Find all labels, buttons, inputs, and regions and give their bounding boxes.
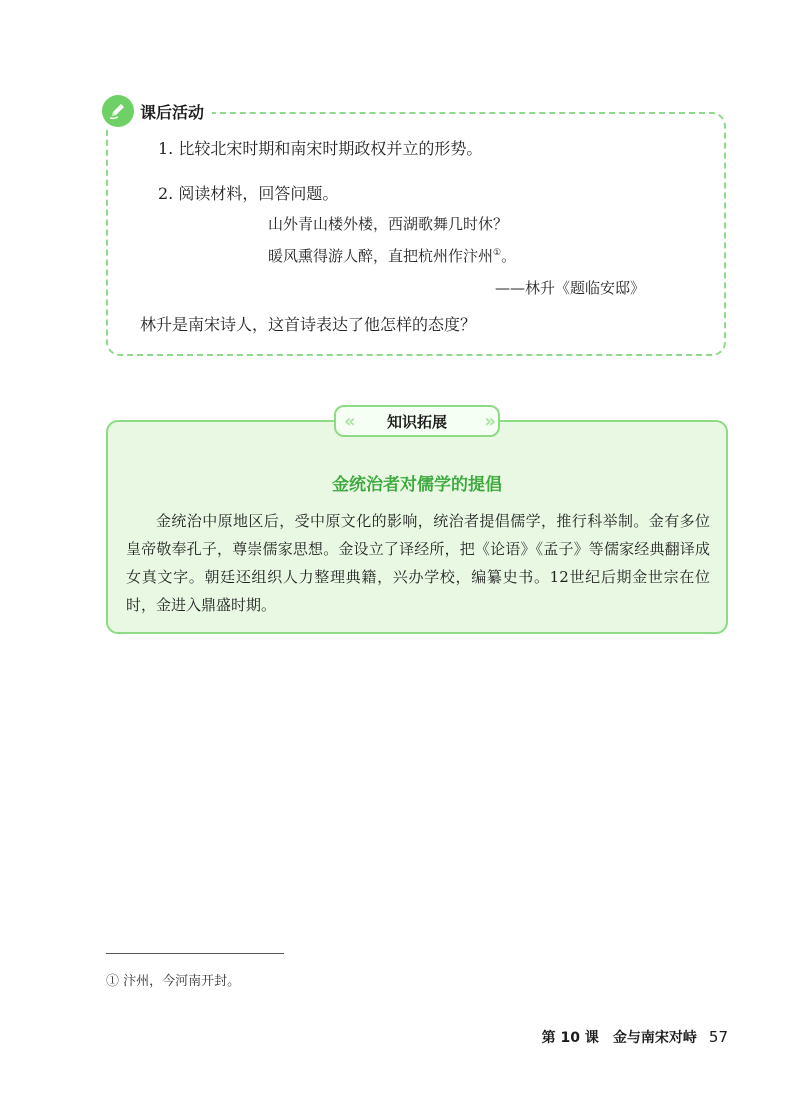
double-chevron-right-icon: » bbox=[484, 410, 490, 432]
pencil-icon bbox=[102, 95, 134, 127]
article-title: 金统治者对儒学的提倡 bbox=[332, 475, 502, 495]
lesson-number: 第 10 课 bbox=[541, 1030, 599, 1046]
page-number: 57 bbox=[708, 1028, 728, 1046]
poem-line-1: 山外青山楼外楼，西湖歌舞几时休？ bbox=[268, 215, 509, 233]
question-3: 林升是南宋诗人，这首诗表达了他怎样的态度？ bbox=[140, 315, 477, 334]
article-body: 金统治中原地区后，受中原文化的影响，统治者提倡儒学，推行科举制。金有多位皇帝敬奉孔子，尊崇儒家思想。金设立了译经所，把《论语》《孟子》等儒家经典翻译成女真文字。朝廷还组织人力整理典籍，兴办学校，编纂史书。12世纪后期金世宗在位时，金进入鼎盛时期。 bbox=[126, 512, 710, 614]
footnote-marker: ① bbox=[493, 248, 502, 258]
footnote-divider bbox=[106, 953, 284, 954]
knowledge-header-title: 知识拓展 bbox=[386, 412, 447, 431]
page-footer bbox=[542, 1027, 728, 1047]
footnote: ① 汴州，今河南开封。 bbox=[106, 974, 241, 989]
poem-line-2 bbox=[268, 245, 516, 266]
knowledge-header bbox=[334, 405, 500, 437]
double-chevron-left-icon: « bbox=[344, 410, 350, 432]
poem-source: ——林升《题临安邸》 bbox=[495, 279, 646, 297]
question-2: 2. 阅读材料，回答问题。 bbox=[158, 184, 339, 203]
lesson-title: 金与南宋对峙 bbox=[612, 1030, 697, 1046]
activity-title: 课后活动 bbox=[140, 102, 205, 122]
activity-header bbox=[102, 93, 212, 129]
question-1: 1. 比较北宋时期和南宋时期政权并立的形势。 bbox=[158, 139, 483, 158]
poem-line-2-text: 暖风熏得游人醉，直把杭州作汴州 bbox=[268, 247, 494, 265]
poem-line-2-end: 。 bbox=[501, 247, 517, 265]
